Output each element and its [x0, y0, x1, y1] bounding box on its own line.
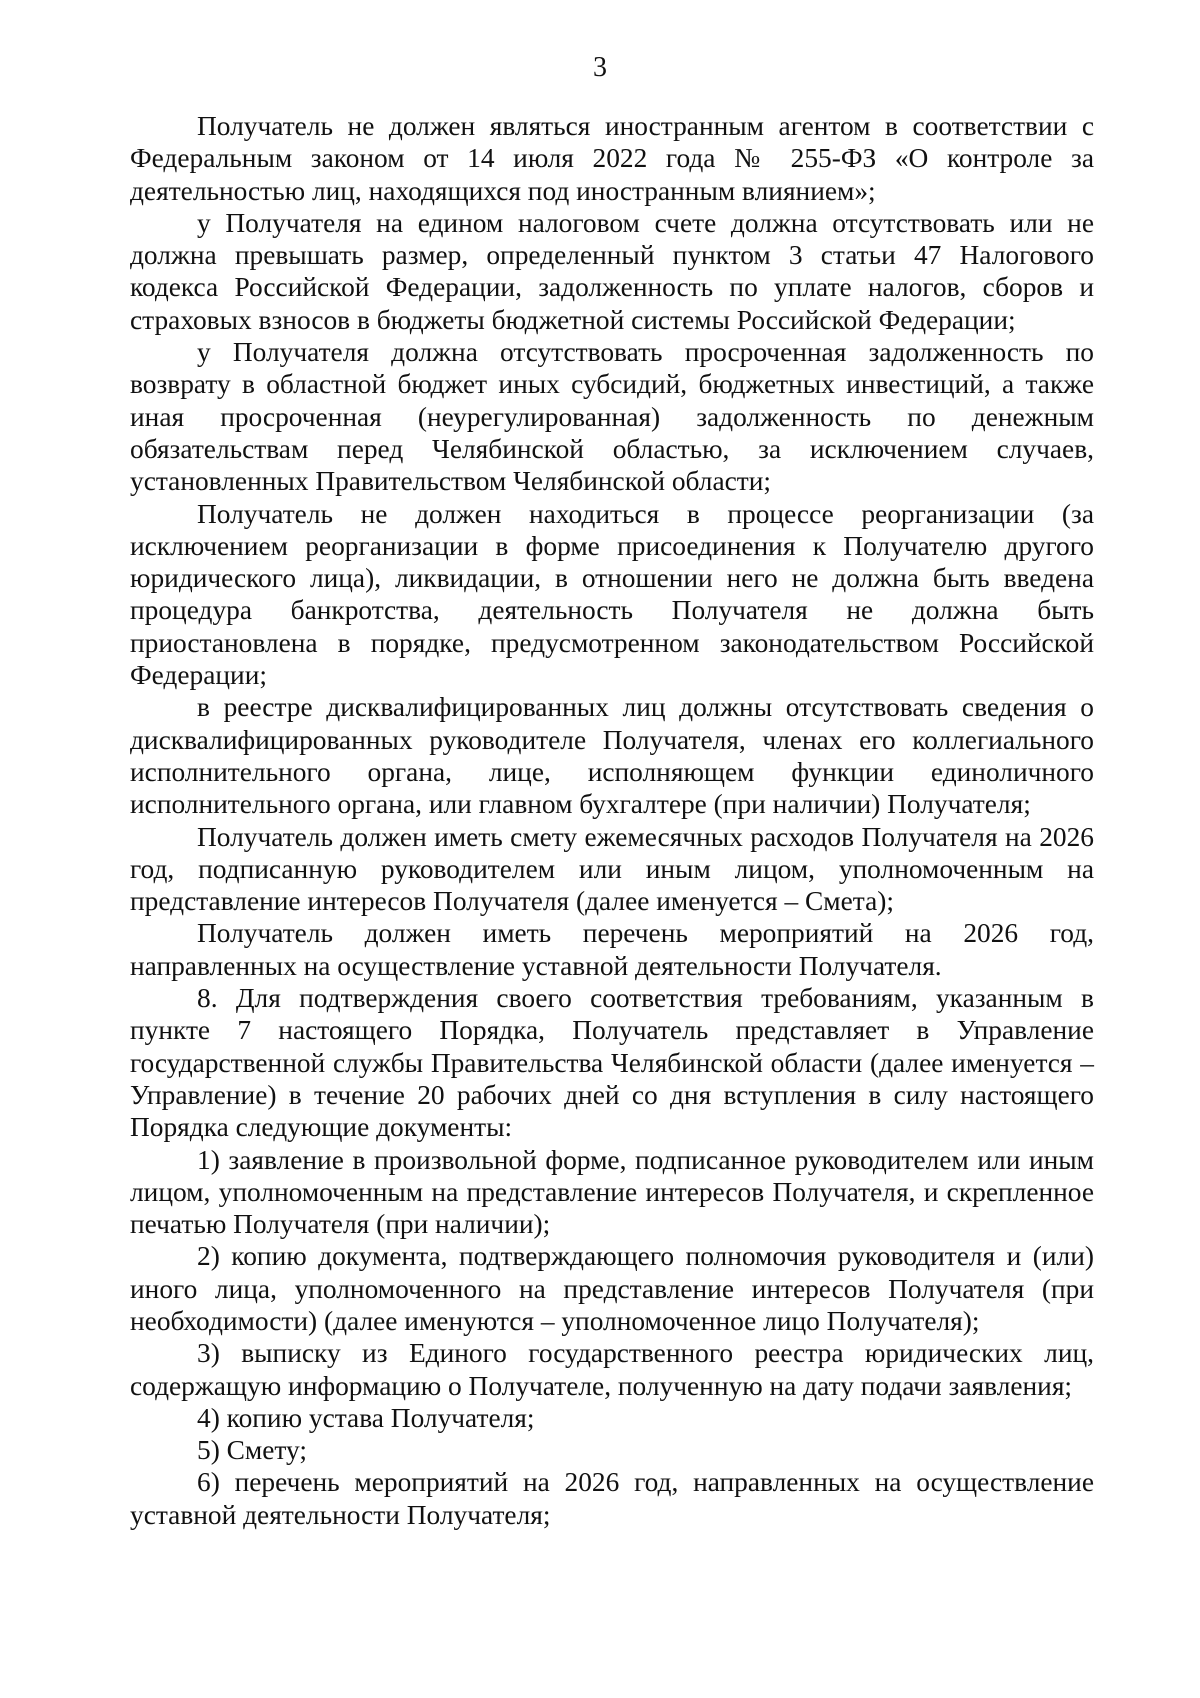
document-body [130, 110, 1094, 1531]
paragraph-clause-8: 8. Для подтверждения своего соответствия требованиям, указанным в пункте 7 настоящего Порядка, Получатель представляет в Управление государственной службы Правительства Челябинской области (далее именуется – Управление) в течение 20 рабочих дней со дня вступления в силу настоящего Порядка следующие документы: [130, 983, 1094, 1143]
paragraph-events-list: Получатель должен иметь перечень мероприятий на 2026 год, направленных на осуществление уставной деятельности Получателя. [130, 918, 1094, 981]
list-item-charter-copy: 4) копию устава Получателя; [197, 1402, 535, 1433]
list-item-estimate: 5) Смету; [197, 1435, 307, 1466]
paragraph-foreign-agent: Получатель не должен являться иностранным агентом в соответствии с Федеральным законом от 14 июля 2022 года № 255-ФЗ «О контроле за деятельностью лиц, находящихся под иностранным влиянием»; [130, 111, 1094, 206]
list-item-events-list: 6) перечень мероприятий на 2026 год, направленных на осуществление уставной деятельности Получателя; [130, 1467, 1094, 1530]
paragraph-tax-debt: у Получателя на едином налоговом счете должна отсутствовать или не должна превышать размер, определенный пунктом 3 статьи 47 Налогового кодекса Российской Федерации, задолженность по уплате налогов, сборов и страховых взносов в бюджеты бюджетной системы Российской Федерации; [130, 207, 1094, 335]
list-item-registry-extract: 3) выписку из Единого государственного реестра юридических лиц, содержащую информацию о Получателе, полученную на дату подачи заявления; [130, 1338, 1094, 1401]
paragraph-disqualified-persons: в реестре дисквалифицированных лиц должны отсутствовать сведения о дисквалифицированных руководителе Получателя, членах его коллегиального исполнительного органа, лице, исполняющем функции единоличного исполнительного органа, или главном бухгалтере (при наличии) Получателя; [130, 692, 1094, 820]
page-number: 3 [593, 52, 607, 83]
paragraph-reorganization: Получатель не должен находиться в процессе реорганизации (за исключением реорганизации в форме присоединения к Получателю другого юридического лица), ликвидации, в отношении него не должна быть введена процедура банкротства, деятельность Получателя не должна быть приостановлена в порядке, предусмотренном законодательством Российской Федерации; [130, 498, 1094, 691]
paragraph-expense-estimate: Получатель должен иметь смету ежемесячных расходов Получателя на 2026 год, подписанную руководителем или иным лицом, уполномоченным на представление интересов Получателя (далее именуется – Смета); [130, 821, 1094, 917]
list-item-authority-document: 2) копию документа, подтверждающего полномочия руководителя и (или) иного лица, уполномоченного на представление интересов Получателя (при необходимости) (далее именуются – уполномоченное лицо Получателя); [130, 1241, 1094, 1336]
list-item-application: 1) заявление в произвольной форме, подписанное руководителем или иным лицом, уполномоченным на представление интересов Получателя, и скрепленное печатью Получателя (при наличии); [130, 1144, 1094, 1240]
paragraph-overdue-debt: у Получателя должна отсутствовать просроченная задолженность по возврату в областной бюджет иных субсидий, бюджетных инвестиций, а также иная просроченная (неурегулированная) задолженность по денежным обязательствам перед Челябинской областью, за исключением случаев, установленных Правительством Челябинской области; [130, 337, 1094, 497]
